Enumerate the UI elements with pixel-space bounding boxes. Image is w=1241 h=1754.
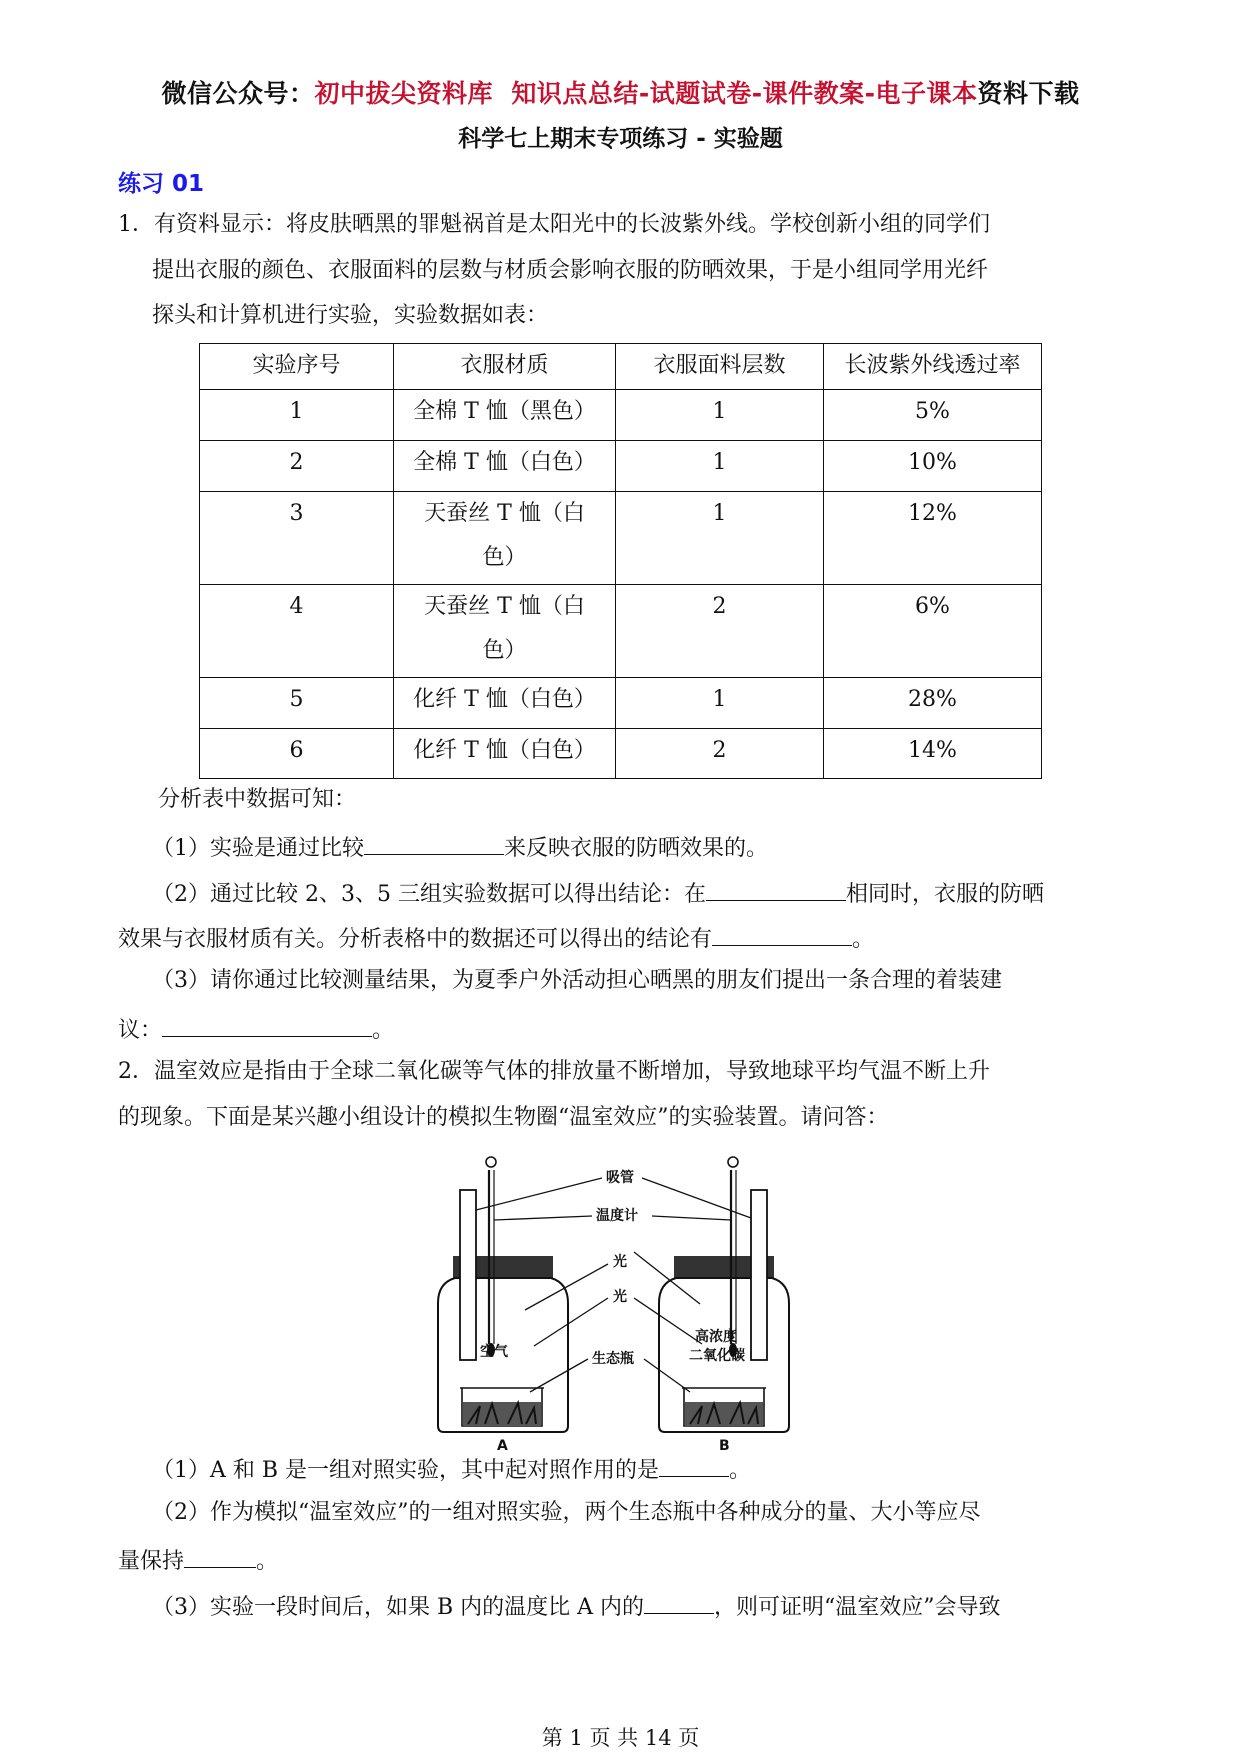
header-red-2: 知识点总结-试题试卷-课件教案-电子课本 [511, 79, 978, 108]
label-straw: 吸管 [606, 1170, 634, 1186]
q1-sub-1 [152, 834, 768, 860]
jar-b-gas-label-1: 高浓度 [695, 1329, 737, 1345]
table-cell-material: 化纤 T 恤（白色） [394, 729, 616, 779]
label-thermometer: 温度计 [596, 1208, 638, 1224]
table-cell-layers: 1 [616, 390, 824, 441]
table-row [200, 678, 1042, 729]
table-cell-no: 1 [200, 390, 394, 441]
q2-line-2: 的现象。下面是某兴趣小组设计的模拟生物圈“温室效应”的实验装置。请问答： [118, 1105, 889, 1130]
jar-b-gas-label-2: 二氧化碳 [689, 1348, 745, 1364]
table-cell-material [394, 492, 616, 585]
q2-sub-2-text-c: 。 [256, 1549, 279, 1574]
table-cell-layers: 1 [616, 678, 824, 729]
q1-line-2: 提出衣服的颜色、衣服面料的层数与材质会影响衣服的防晒效果，于是小组同学用光纤 [152, 258, 989, 283]
q1-line-3: 探头和计算机进行实验，实验数据如表： [152, 303, 549, 328]
table-cell-rate: 10% [824, 441, 1042, 492]
table-header-cell: 衣服面料层数 [616, 344, 824, 390]
q2-sub-2-cont [118, 1547, 278, 1573]
table-cell-material [394, 585, 616, 678]
table-cell-no: 2 [200, 441, 394, 492]
answer-blank[interactable] [659, 1456, 729, 1477]
q2-sub-3 [152, 1593, 1001, 1619]
q2-line-1: 2．温室效应是指由于全球二氧化碳等气体的排放量不断增加，导致地球平均气温不断上升 [118, 1059, 991, 1084]
q1-sub-3-text-c: 。 [372, 1018, 395, 1043]
table-row [200, 729, 1042, 779]
q1-sub-2-text-b: 相同时，衣服的防晒 [845, 882, 1044, 907]
page-subtitle: 科学七上期末专项练习 - 实验题 [458, 126, 783, 152]
table-header-row [200, 344, 1042, 390]
greenhouse-experiment-figure [430, 1148, 810, 1454]
table-row [200, 441, 1042, 492]
label-eco-bottle: 生态瓶 [592, 1351, 634, 1367]
answer-blank[interactable] [712, 925, 852, 946]
experiment-table [199, 343, 1042, 779]
q1-sub-3-text-b: 议： [118, 1018, 163, 1043]
table-row [200, 390, 1042, 441]
section-title: 练习 01 [118, 171, 205, 197]
table-cell-no: 3 [200, 492, 394, 585]
page-header [0, 74, 1241, 110]
material-line-2: 色） [482, 638, 527, 663]
table-cell-no: 5 [200, 678, 394, 729]
q2-sub-2: （2）作为模拟“温室效应”的一组对照实验，两个生态瓶中各种成分的量、大小等应尽 [152, 1500, 981, 1525]
table-row [200, 585, 1042, 678]
table-cell-material: 全棉 T 恤（白色） [394, 441, 616, 492]
table-header-cell: 衣服材质 [394, 344, 616, 390]
material-line-2: 色） [482, 545, 527, 570]
table-cell-layers: 2 [616, 729, 824, 779]
q1-line-1: 1．有资料显示：将皮肤晒黑的罪魁祸首是太阳光中的长波紫外线。学校创新小组的同学们 [118, 212, 991, 237]
table-cell-no: 4 [200, 585, 394, 678]
answer-blank[interactable] [184, 1547, 256, 1568]
q1-analysis: 分析表中数据可知： [158, 787, 357, 812]
q2-sub-1-text-b: 。 [729, 1458, 752, 1483]
q2-sub-3-text-a: （3）实验一段时间后，如果 B 内的温度比 A 内的 [152, 1595, 645, 1620]
jar-a-gas-label: 空气 [480, 1344, 508, 1360]
header-suffix: 资料下载 [977, 79, 1080, 108]
q2-sub-2-text-b: 量保持 [118, 1549, 185, 1574]
jar-a-label: A [497, 1438, 508, 1454]
table-cell-layers: 2 [616, 585, 824, 678]
header-prefix: 微信公众号： [161, 79, 315, 108]
table-cell-rate: 5% [824, 390, 1042, 441]
jar-b [659, 1157, 789, 1454]
table-header-cell: 实验序号 [200, 344, 394, 390]
q2-sub-1-text-a: （1）A 和 B 是一组对照实验，其中起对照作用的是 [152, 1458, 660, 1483]
q1-sub-2-text-a: （2）通过比较 2、3、5 三组实验数据可以得出结论：在 [152, 882, 706, 907]
q2-sub-3-text-b: ，则可证明“温室效应”会导致 [714, 1595, 1001, 1620]
answer-blank[interactable] [644, 1593, 714, 1614]
jar-a [438, 1157, 568, 1454]
q1-sub-2 [152, 880, 1044, 906]
q1-sub-1-text-a: （1）实验是通过比较 [152, 836, 364, 861]
table-cell-rate: 14% [824, 729, 1042, 779]
header-red-1: 初中拔尖资料库 [314, 79, 493, 108]
label-light-2: 光 [613, 1289, 627, 1305]
material-line-1: 天蚕丝 T 恤（白 [424, 501, 585, 526]
table-cell-material: 化纤 T 恤（白色） [394, 678, 616, 729]
table-cell-no: 6 [200, 729, 394, 779]
table-cell-layers: 1 [616, 441, 824, 492]
answer-blank[interactable] [162, 1016, 372, 1037]
page-footer: 第 1 页 共 14 页 [541, 1726, 700, 1750]
q1-sub-1-text-b: 来反映衣服的防晒效果的。 [504, 836, 769, 861]
answer-blank[interactable] [364, 834, 504, 855]
table-cell-rate: 12% [824, 492, 1042, 585]
q1-sub-3: （3）请你通过比较测量结果，为夏季户外活动担心晒黑的朋友们提出一条合理的着装建 [152, 968, 1002, 993]
table-row [200, 492, 1042, 585]
jar-b-label: B [719, 1438, 730, 1454]
q1-sub-2-cont [118, 925, 874, 951]
table-cell-rate: 6% [824, 585, 1042, 678]
material-line-1: 天蚕丝 T 恤（白 [424, 594, 585, 619]
table-cell-rate: 28% [824, 678, 1042, 729]
table-header-cell: 长波紫外线透过率 [824, 344, 1042, 390]
answer-blank[interactable] [706, 880, 846, 901]
table-cell-material: 全棉 T 恤（黑色） [394, 390, 616, 441]
q2-sub-1 [152, 1456, 751, 1482]
table-cell-layers: 1 [616, 492, 824, 585]
label-light-1: 光 [613, 1254, 627, 1270]
q1-sub-2-text-c: 效果与衣服材质有关。分析表格中的数据还可以得出的结论有 [118, 927, 713, 952]
q1-sub-2-text-d: 。 [852, 927, 875, 952]
q1-sub-3-cont [118, 1016, 394, 1042]
